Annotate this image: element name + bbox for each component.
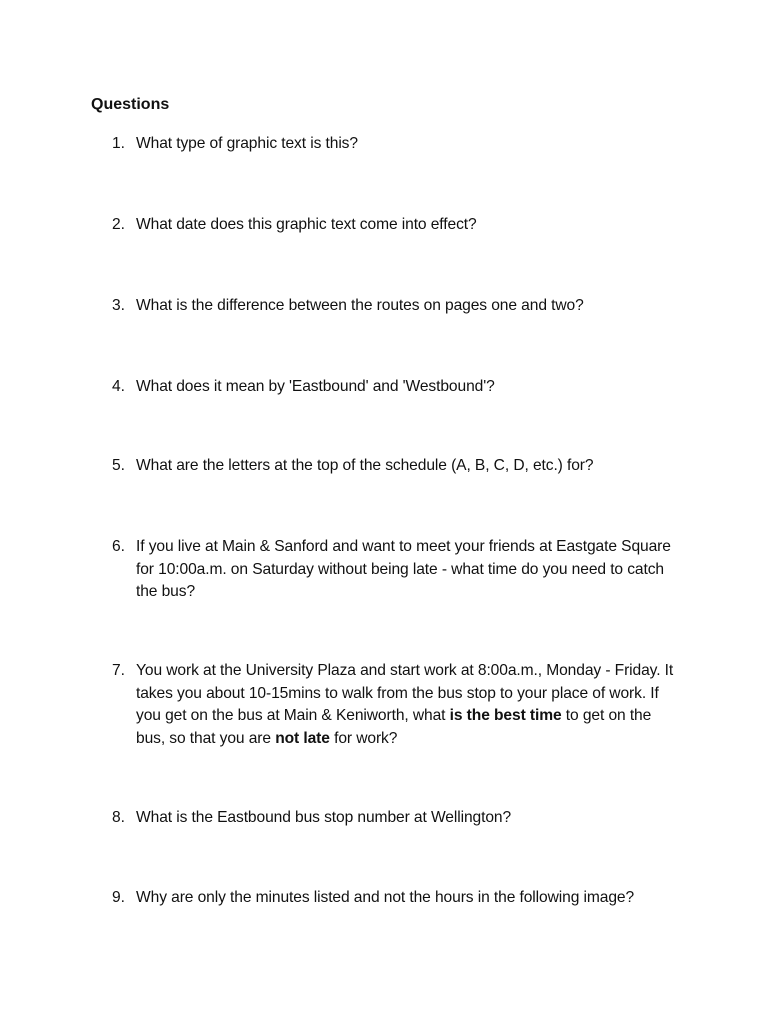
question-9	[112, 887, 682, 910]
question-3	[112, 295, 682, 318]
question-text: What type of graphic text is this?	[136, 135, 358, 152]
question-number: 6.	[112, 538, 125, 555]
question-1	[112, 133, 682, 156]
question-number: 8.	[112, 809, 125, 826]
question-number: 3.	[112, 297, 125, 314]
question-text: What is the Eastbound bus stop number at Wellington?	[136, 809, 512, 826]
question-text: What are the letters at the top of the schedule (A, B, C, D, etc.) for?	[136, 457, 594, 474]
question-text-part: You work at the University Plaza and start work at 8:00a.m., Monday - Friday. It takes you about 10-15mins to walk from the bus stop to your place of work. If you get on the bus at Main & Keniworth, what	[136, 662, 674, 724]
question-number: 2.	[112, 216, 125, 233]
question-4	[112, 376, 682, 399]
question-text: What date does this graphic text come into effect?	[136, 216, 477, 233]
question-number: 1.	[112, 135, 125, 152]
question-text	[136, 660, 682, 750]
question-8	[112, 807, 682, 830]
question-text: What does it mean by 'Eastbound' and 'Westbound'?	[136, 378, 495, 395]
question-number: 4.	[112, 378, 125, 395]
emphasis-best-time: is the best time	[449, 707, 562, 724]
question-number: 9.	[112, 889, 125, 906]
question-text-part: to get on the bus, so that you are	[136, 707, 652, 747]
question-number: 7.	[112, 662, 125, 679]
question-2	[112, 214, 682, 237]
question-6	[112, 536, 682, 604]
question-text: Why are only the minutes listed and not the hours in the following image?	[136, 889, 635, 906]
emphasis-not-late: not late	[275, 729, 330, 747]
question-number: 5.	[112, 457, 125, 474]
question-text: If you live at Main & Sanford and want to meet your friends at Eastgate Square for 10:00a.m. on Saturday without being late - what time do you need to catch the bus?	[136, 538, 671, 600]
page-title: Questions	[91, 96, 170, 113]
question-text: What is the difference between the routes on pages one and two?	[136, 297, 584, 314]
question-text-part: for work?	[329, 729, 398, 747]
question-7	[112, 660, 682, 750]
question-5	[112, 455, 682, 478]
